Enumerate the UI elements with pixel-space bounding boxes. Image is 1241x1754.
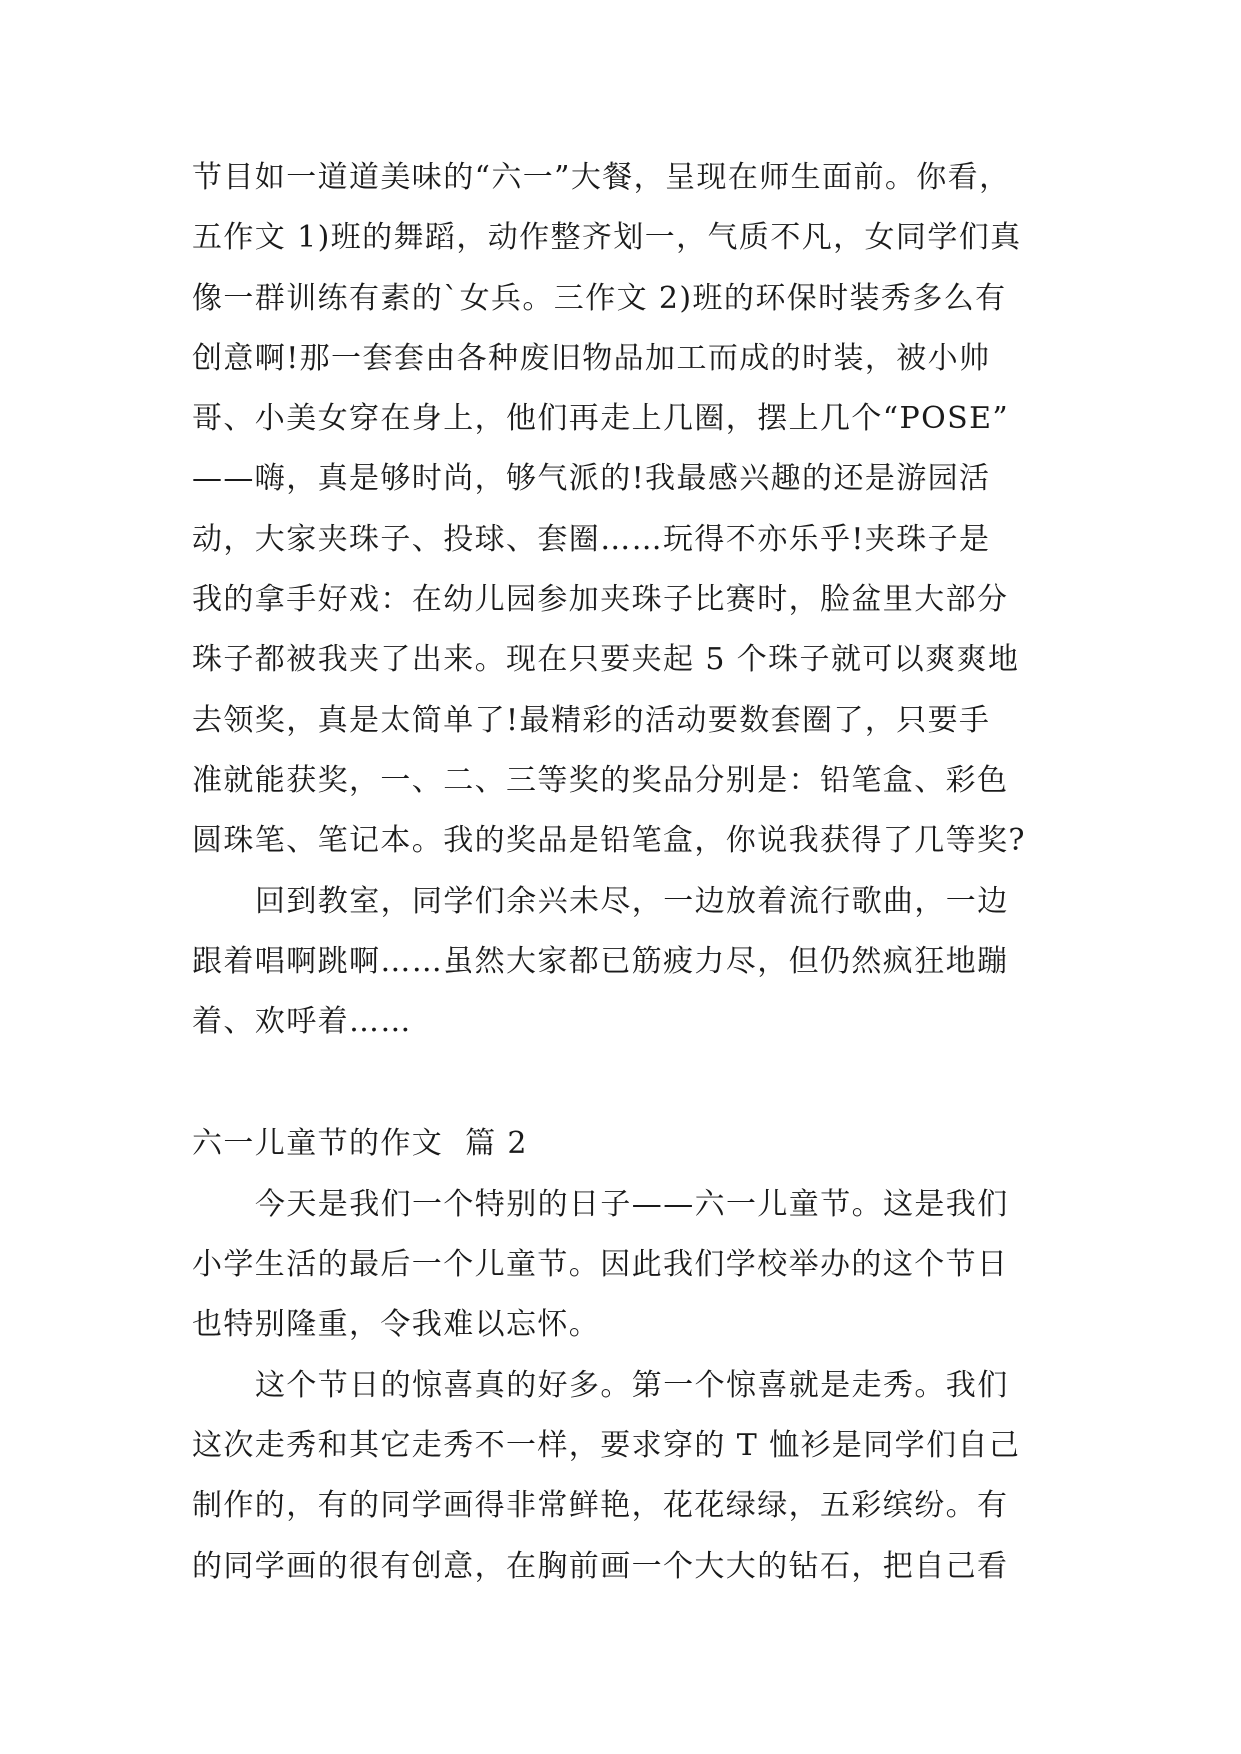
paragraph [192,148,1062,872]
paragraph [192,1356,1062,1597]
essay-text [192,148,1062,1597]
text-line: 制作的，有的同学画得非常鲜艳，花花绿绿，五彩缤纷。有 [192,1488,1009,1524]
text-line: 也特别隆重，令我难以忘怀。 [192,1307,601,1343]
text-line: 我的拿手好戏：在幼儿园参加夹珠子比赛时，脸盆里大部分 [192,582,1009,618]
text-line: 五作文 1)班的舞蹈，动作整齐划一，气质不凡，女同学们真 [192,220,1022,256]
section-heading: 六一儿童节的作文 篇 2 [192,1126,528,1162]
text-line: 跟着唱啊跳啊……虽然大家都已筋疲力尽，但仍然疯狂地蹦 [192,943,1009,979]
text-line: 的同学画的很有创意，在胸前画一个大大的钻石，把自己看 [192,1548,1009,1584]
text-line: 这个节日的惊喜真的好多。第一个惊喜就是走秀。我们 [255,1367,1009,1403]
text-line: 回到教室，同学们余兴未尽，一边放着流行歌曲，一边 [255,883,1009,919]
paragraph [192,1175,1062,1356]
text-line: 小学生活的最后一个儿童节。因此我们学校举办的这个节日 [192,1247,1009,1283]
text-line: 圆珠笔、笔记本。我的奖品是铅笔盒，你说我获得了几等奖? [192,823,1026,859]
text-line: 准就能获奖，一、二、三等奖的奖品分别是：铅笔盒、彩色 [192,762,1009,798]
text-line: 这次走秀和其它走秀不一样，要求穿的 T 恤衫是同学们自己 [192,1427,1021,1463]
section-spacer [192,1052,1062,1114]
paragraph [192,872,1062,1053]
text-line: 去领奖，真是太简单了!最精彩的活动要数套圈了，只要手 [192,702,991,738]
text-line: 像一群训练有素的`女兵。三作文 2)班的环保时装秀多么有 [192,280,1007,316]
text-line: ——嗨，真是够时尚，够气派的!我最感兴趣的还是游园活 [192,461,991,497]
text-line: 节目如一道道美味的“六一”大餐，呈现在师生面前。你看， [192,160,1011,195]
text-line: 动，大家夹珠子、投球、套圈……玩得不亦乐乎!夹珠子是 [192,521,991,557]
text-line: 着、欢呼着…… [192,1004,412,1040]
text-line: 珠子都被我夹了出来。现在只要夹起 5 个珠子就可以爽爽地 [192,642,1020,678]
text-line: 创意啊!那一套套由各种废旧物品加工而成的时装，被小帅 [192,340,991,376]
text-line: 今天是我们一个特别的日子——六一儿童节。这是我们 [255,1186,1009,1222]
text-line: 哥、小美女穿在身上，他们再走上几圈，摆上几个“POSE” [192,401,1010,437]
